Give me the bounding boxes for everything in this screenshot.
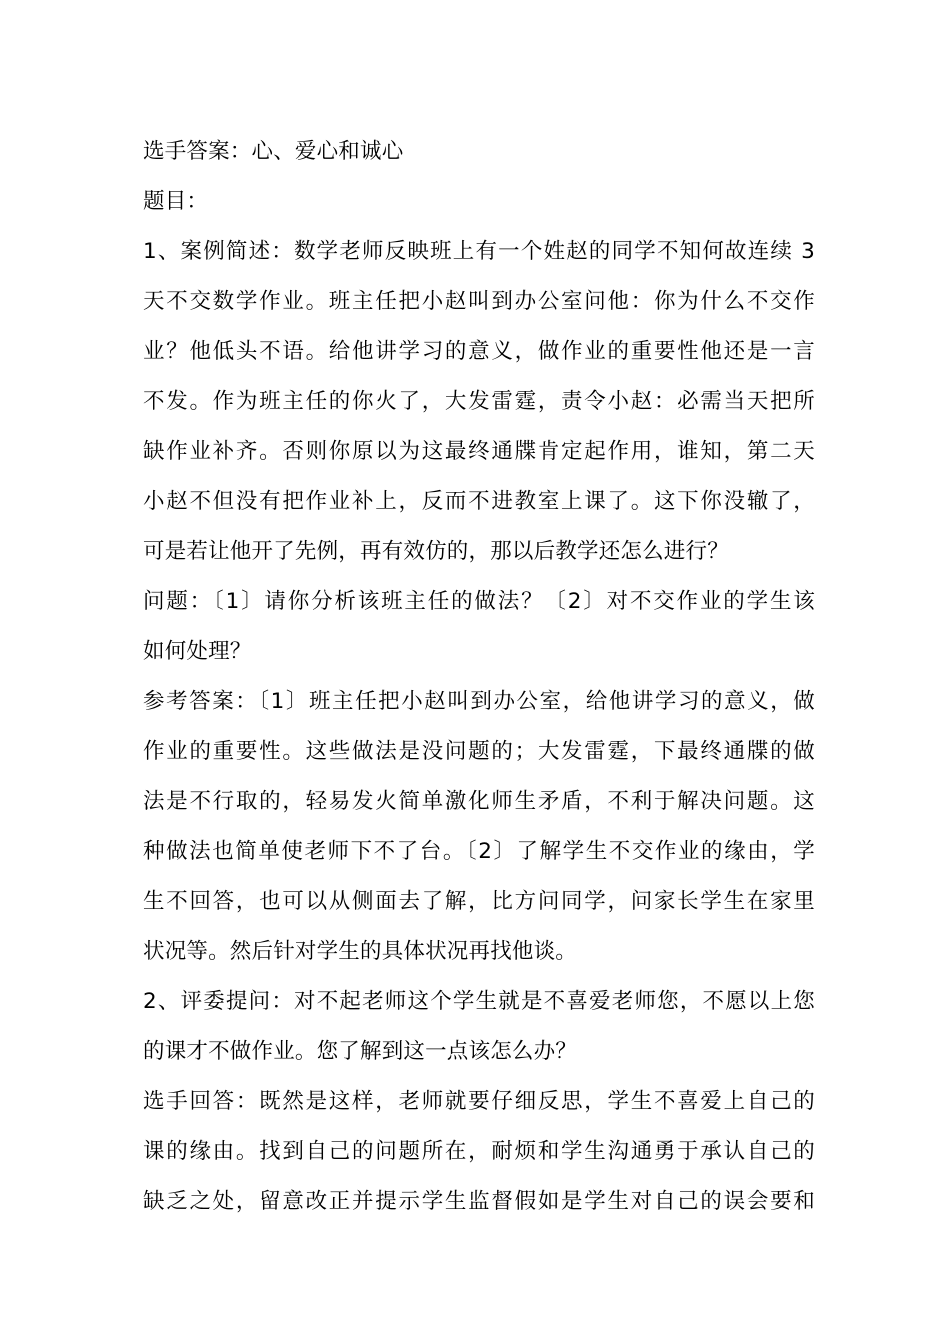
case-line-7: 可是若让他开了先例，再有效仿的，那以后教学还怎么进行？ (143, 539, 729, 564)
reference-answer-line-4: 种做法也简单使老师下不了台。〔2〕了解学生不交作业的缘由，学 (143, 839, 815, 864)
case-line-4: 不发。作为班主任的你火了，大发雷霆，责令小赵：必需当天把所 (143, 389, 815, 414)
question-heading: 题目： (143, 189, 209, 214)
contestant-answer-line-2: 课的缘由。找到自己的问题所在，耐烦和学生沟通勇于承认自己的 (143, 1139, 815, 1164)
contestant-answer-line-3: 缺乏之处，留意改正并提示学生监督假如是学生对自己的误会要和 (143, 1189, 815, 1214)
answer-summary-line: 选手答案：心、爱心和诚心 (143, 139, 404, 164)
case-line-1: 1、案例简述：数学老师反映班上有一个姓赵的同学不知何故连续 3 (143, 239, 815, 264)
document-body (143, 127, 815, 1227)
reference-answer-line-5: 生不回答，也可以从侧面去了解，比方问同学，问家长学生在家里 (143, 889, 815, 914)
judge-question-line-2: 的课才不做作业。您了解到这一点该怎么办？ (143, 1039, 578, 1064)
problem-line-2: 如何处理？ (143, 639, 252, 664)
case-line-5: 缺作业补齐。否则你原以为这最终通牒肯定起作用，谁知，第二天 (143, 439, 815, 464)
case-line-6: 小赵不但没有把作业补上，反而不进教室上课了。这下你没辙了， (143, 489, 815, 514)
reference-answer-line-6: 状况等。然后针对学生的具体状况再找他谈。 (143, 939, 578, 964)
contestant-answer-line-1: 选手回答：既然是这样，老师就要仔细反思，学生不喜爱上自己的 (143, 1089, 815, 1114)
judge-question-line-1: 2、评委提问：对不起老师这个学生就是不喜爱老师您，不愿以上您 (143, 989, 815, 1014)
case-line-3: 业？他低头不语。给他讲学习的意义，做作业的重要性他还是一言 (143, 339, 815, 364)
reference-answer-line-1: 参考答案：〔1〕班主任把小赵叫到办公室，给他讲学习的意义，做 (143, 689, 815, 714)
case-line-2: 天不交数学作业。班主任把小赵叫到办公室问他：你为什么不交作 (143, 289, 815, 314)
reference-answer-line-3: 法是不行取的，轻易发火简单激化师生矛盾，不利于解决问题。这 (143, 789, 815, 814)
problem-line-1: 问题：〔1〕请你分析该班主任的做法？〔2〕对不交作业的学生该 (143, 589, 815, 614)
reference-answer-line-2: 作业的重要性。这些做法是没问题的；大发雷霆，下最终通牒的做 (143, 739, 815, 764)
